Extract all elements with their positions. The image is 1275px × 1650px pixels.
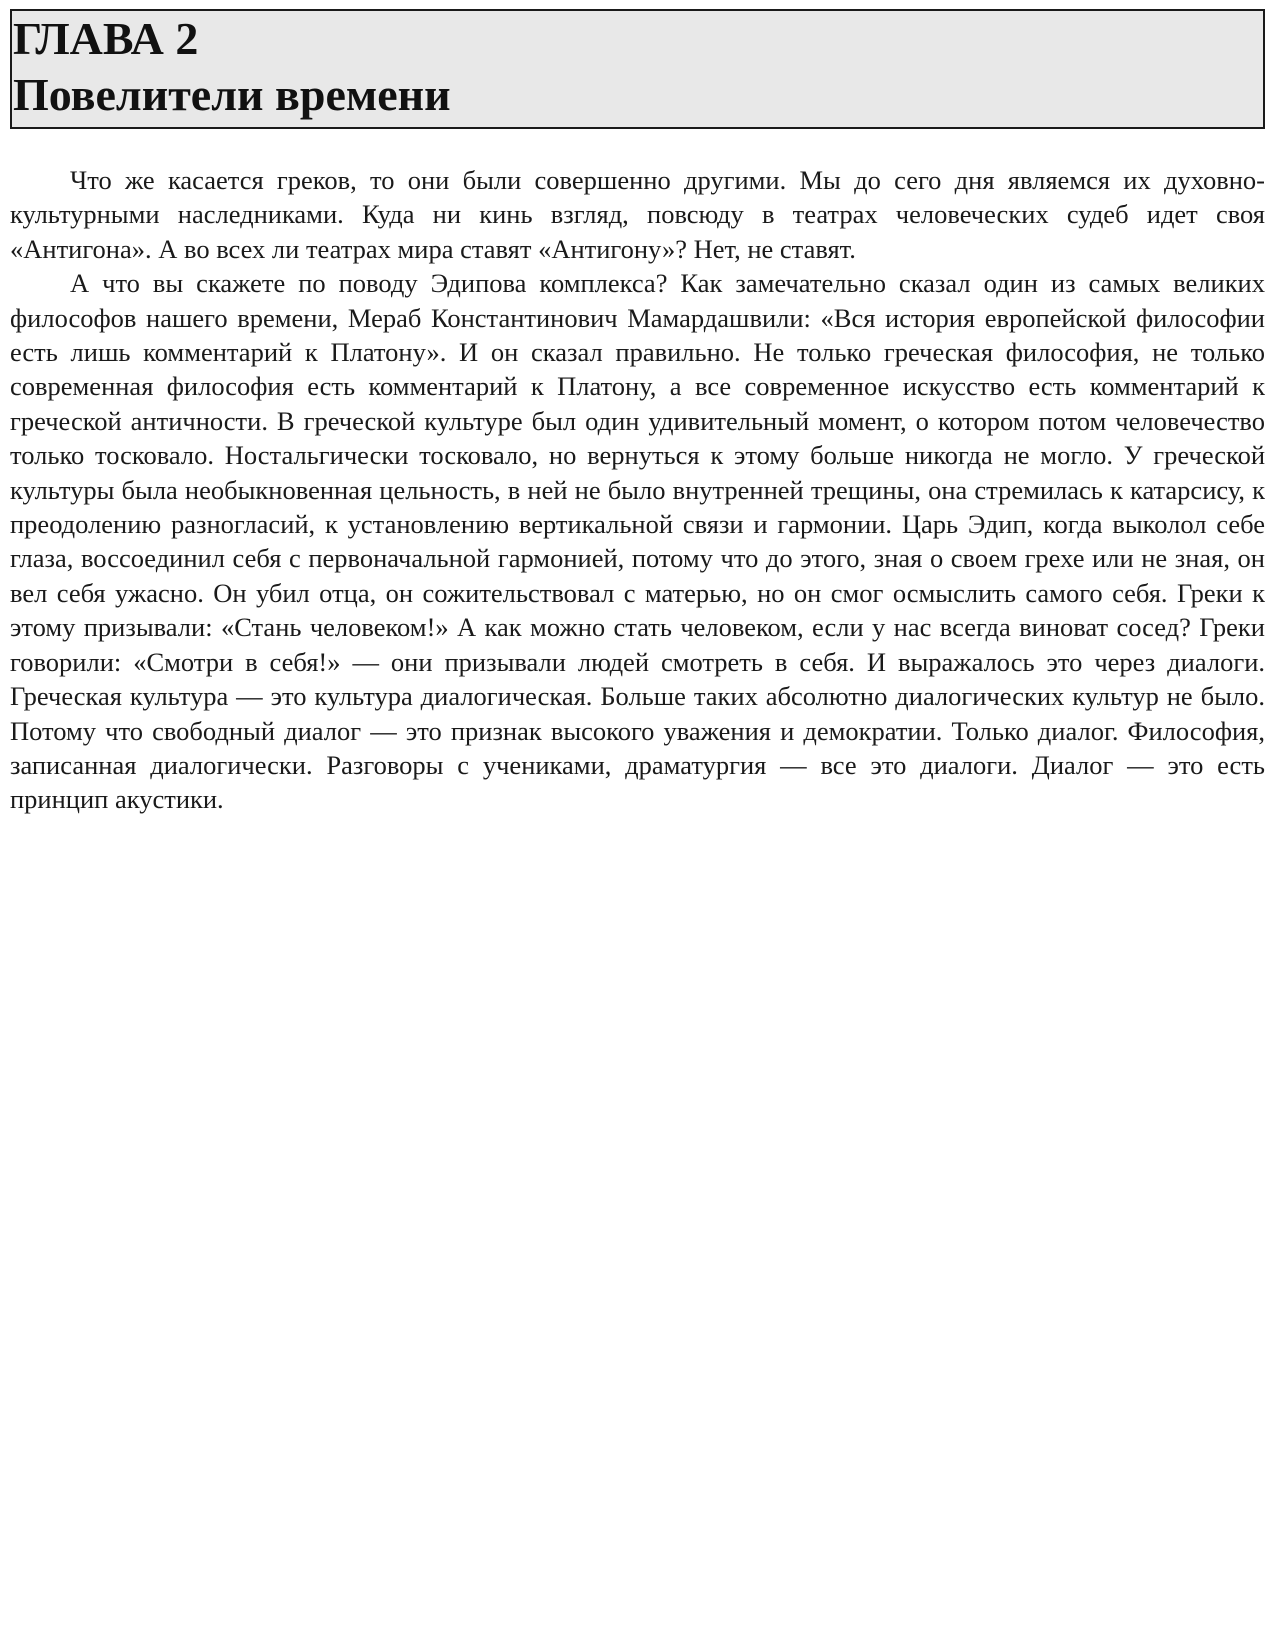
chapter-title: Повелители времени xyxy=(13,69,451,120)
chapter-body xyxy=(10,163,1265,817)
document-page xyxy=(10,9,1265,817)
paragraph: Что же касается греков, то они были совершенно другими. Мы до сего дня являемся их духовно-культурными наследниками. Куда ни кинь взгляд, повсюду в театрах человеческих судеб идет своя «Антигона». А во всех ли театрах мира ставят «Антигону»? Нет, не ставят. xyxy=(10,165,1265,264)
chapter-heading-box xyxy=(10,9,1265,129)
paragraph: А что вы скажете по поводу Эдипова комплекса? Как замечательно сказал один из самых великих философов нашего времени, Мераб Константинович Мамардашвили: «Вся история европейской философии есть лишь комментарий к Платону». И он сказал правильно. Не только греческая философия, не только современная философия есть комментарий к Платону, а все современное искусство есть комментарий к греческой античности. В греческой культуре был один удивительный момент, о котором потом человечество только тосковало. Ностальгически тосковало, но вернуться к этому больше никогда не могло. У греческой культуры была необыкновенная цельность, в ней не было внутренней трещины, она стремилась к катарсису, к преодолению разногласий, к установлению вертикальной связи и гармонии. Царь Эдип, когда выколол себе глаза, воссоединил себя с первоначальной гармонией, потому что до этого, зная о своем грехе или не зная, он вел себя ужасно. Он убил отца, он сожительствовал с матерью, но он смог осмыслить самого себя. Греки к этому призывали: «Стань человеком!» А как можно стать человеком, если у нас всегда виноват сосед? Греки говорили: «Смотри в себя!» — они призывали людей смотреть в себя. И выражалось это через диалоги. Греческая культура — это культура диалогическая. Больше таких абсолютно диалогических культур не было. Потому что свободный диалог — это признак высокого уважения и демократии. Только диалог. Философия, записанная диалогически. Разговоры с учениками, драматургия — все это диалоги. Диалог — это есть принцип акустики. xyxy=(10,268,1265,815)
chapter-number: ГЛАВА 2 xyxy=(13,13,199,64)
